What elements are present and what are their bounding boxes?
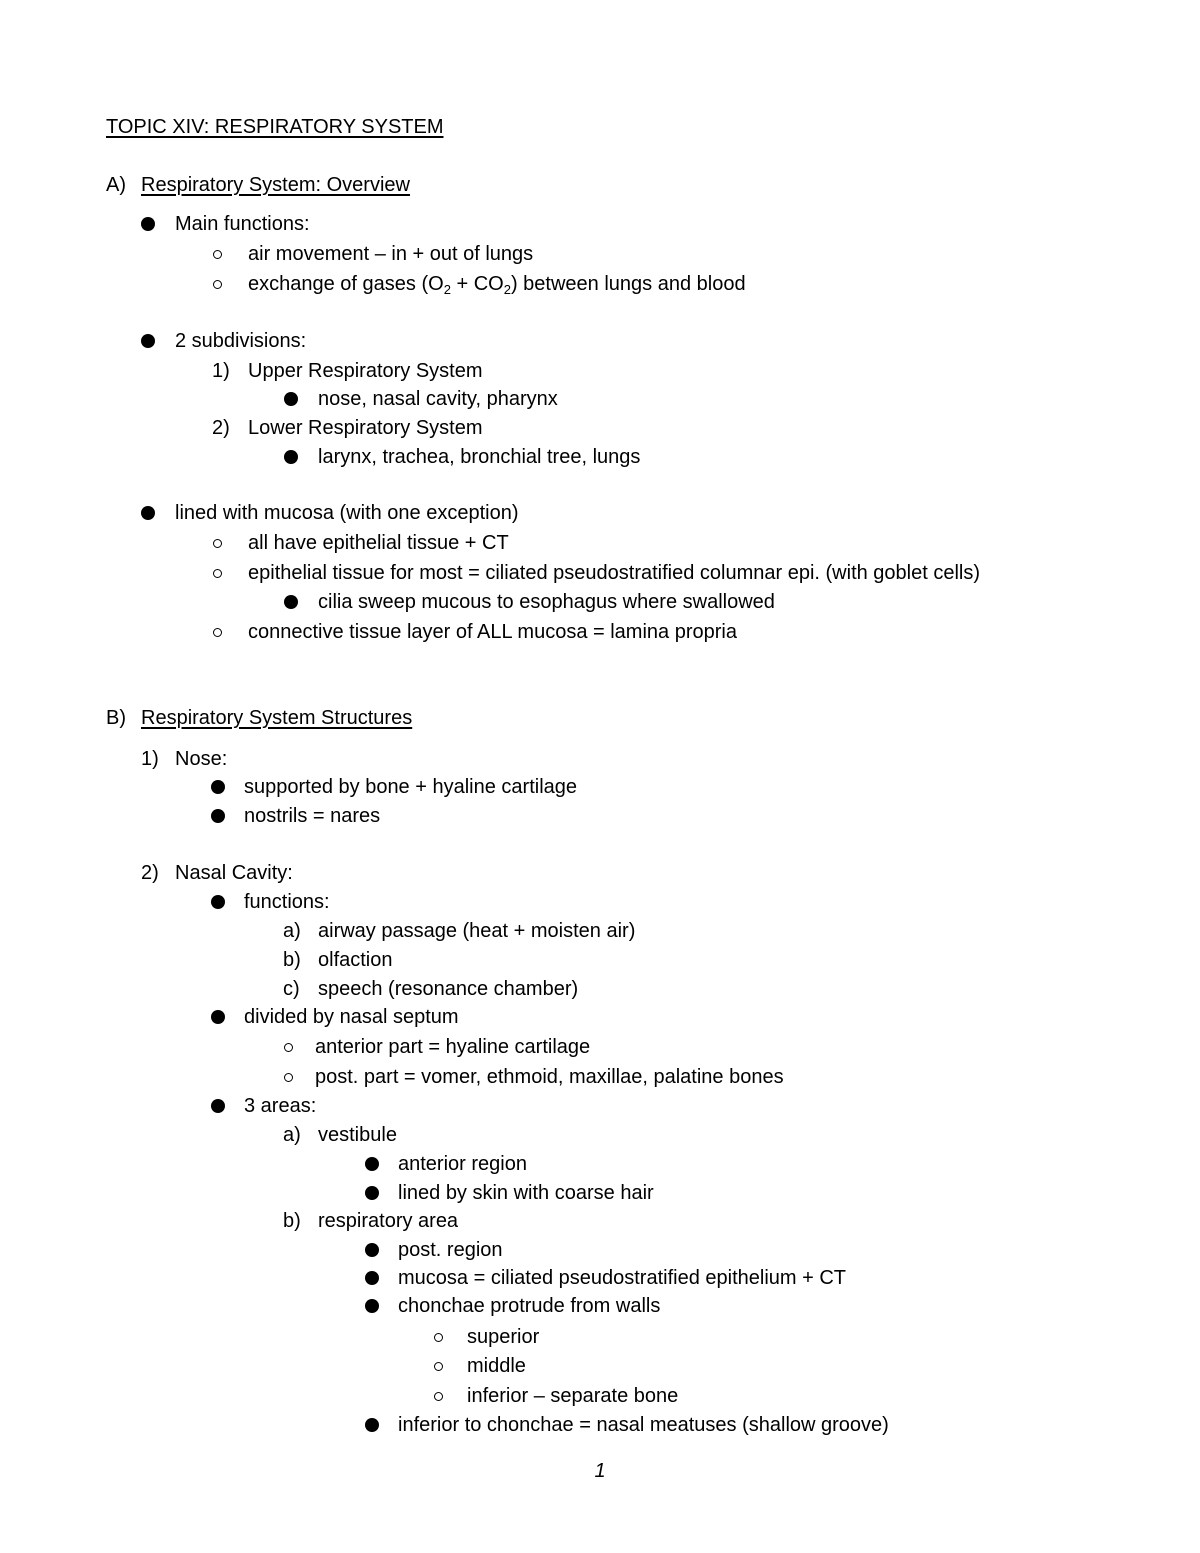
- list-item: Lower Respiratory System: [248, 417, 483, 439]
- list-item: post. part = vomer, ethmoid, maxillae, palatine bones: [315, 1066, 784, 1088]
- list-letter: a): [283, 1124, 301, 1146]
- circle-bullet: [434, 1392, 443, 1401]
- circle-bullet: [284, 1043, 293, 1052]
- bullet: [141, 506, 155, 520]
- list-item: post. region: [398, 1239, 503, 1261]
- list-item: Nose:: [175, 748, 228, 770]
- bullet: [365, 1157, 379, 1171]
- section-b-heading: Respiratory System Structures: [141, 707, 413, 729]
- list-item: vestibule: [318, 1124, 397, 1146]
- bullet: [365, 1186, 379, 1200]
- list-item: larynx, trachea, bronchial tree, lungs: [318, 446, 641, 468]
- list-letter: a): [283, 920, 301, 942]
- list-item: nose, nasal cavity, pharynx: [318, 388, 558, 410]
- bullet: [284, 595, 298, 609]
- list-letter: c): [283, 978, 300, 1000]
- list-item: lined by skin with coarse hair: [398, 1182, 654, 1204]
- bullet: [365, 1418, 379, 1432]
- list-item: connective tissue layer of ALL mucosa = lamina propria: [248, 621, 737, 643]
- list-item: speech (resonance chamber): [318, 978, 579, 1000]
- list-item: airway passage (heat + moisten air): [318, 920, 636, 942]
- list-item: lined with mucosa (with one exception): [175, 502, 519, 524]
- list-item: anterior region: [398, 1153, 527, 1175]
- list-number: 2): [141, 862, 159, 884]
- list-item: exchange of gases $(O_2 + CO_2)$ between lungs and blood: [248, 273, 746, 297]
- list-item: Upper Respiratory System: [248, 360, 483, 382]
- list-item: epithelial tissue for most = ciliated pseudostratified columnar epi. (with goblet cells): [248, 562, 981, 584]
- section-a-label: A): [106, 174, 126, 196]
- bullet: [365, 1271, 379, 1285]
- list-item: chonchae protrude from walls: [398, 1295, 661, 1317]
- bullet: [141, 334, 155, 348]
- circle-bullet: [213, 539, 222, 548]
- list-item: supported by bone + hyaline cartilage: [244, 776, 578, 798]
- section-b-label: B): [106, 707, 126, 729]
- bullet: [365, 1299, 379, 1313]
- list-item: superior: [467, 1326, 540, 1348]
- list-item: nostrils = nares: [244, 805, 381, 827]
- bullet: [211, 1099, 225, 1113]
- circle-bullet: [284, 1073, 293, 1082]
- list-item: 2 subdivisions:: [175, 330, 307, 352]
- list-item: cilia sweep mucous to esophagus where swallowed: [318, 591, 775, 613]
- list-number: 2): [212, 417, 230, 439]
- bullet: [211, 780, 225, 794]
- list-item: Nasal Cavity:: [175, 862, 293, 884]
- list-item: inferior to chonchae = nasal meatuses (shallow groove): [398, 1414, 889, 1436]
- circle-bullet: [434, 1333, 443, 1342]
- list-item: divided by nasal septum: [244, 1006, 459, 1028]
- circle-bullet: [213, 628, 222, 637]
- circle-bullet: [213, 280, 222, 289]
- list-number: 1): [212, 360, 230, 382]
- list-item: anterior part = hyaline cartilage: [315, 1036, 591, 1058]
- circle-bullet: [434, 1362, 443, 1371]
- list-item: Main functions:: [175, 213, 310, 235]
- list-item: 3 areas:: [244, 1095, 317, 1117]
- bullet: [211, 809, 225, 823]
- bullet: [284, 450, 298, 464]
- circle-bullet: [213, 569, 222, 578]
- list-letter: b): [283, 1210, 301, 1232]
- page-title: TOPIC XIV: RESPIRATORY SYSTEM: [106, 116, 444, 138]
- bullet: [141, 217, 155, 231]
- list-item: air movement – in + out of lungs: [248, 243, 534, 265]
- list-item: inferior – separate bone: [467, 1385, 679, 1407]
- bullet: [365, 1243, 379, 1257]
- list-number: 1): [141, 748, 159, 770]
- list-item: respiratory area: [318, 1210, 459, 1232]
- section-a-heading: Respiratory System: Overview: [141, 174, 410, 196]
- list-item: all have epithelial tissue + CT: [248, 532, 509, 554]
- list-item: olfaction: [318, 949, 393, 971]
- list-item: mucosa = ciliated pseudostratified epithelium + CT: [398, 1267, 847, 1289]
- bullet: [284, 392, 298, 406]
- bullet: [211, 1010, 225, 1024]
- list-item: functions:: [244, 891, 330, 913]
- circle-bullet: [213, 250, 222, 259]
- bullet: [211, 895, 225, 909]
- list-item: middle: [467, 1355, 526, 1377]
- list-letter: b): [283, 949, 301, 971]
- page-number: 1: [594, 1460, 606, 1482]
